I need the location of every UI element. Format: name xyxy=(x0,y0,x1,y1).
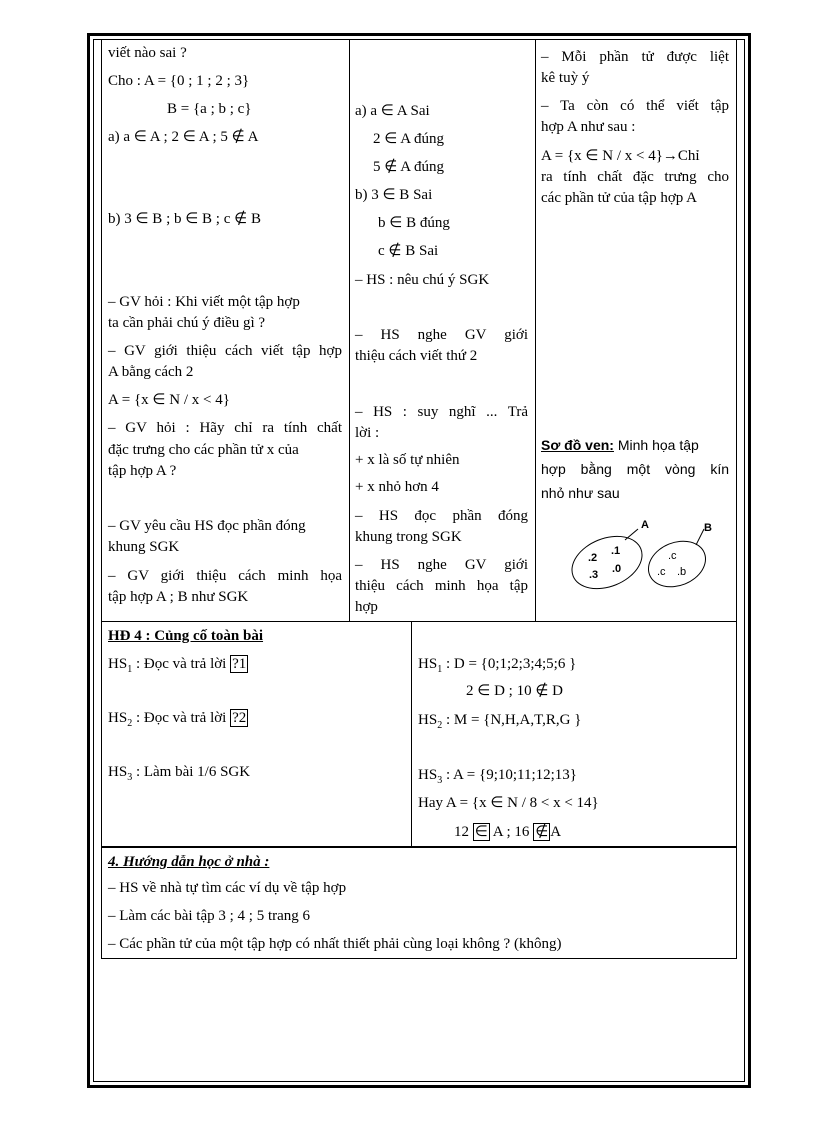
text-line: Cho : A = {0 ; 1 ; 2 ; 3} xyxy=(108,73,250,89)
text-line: A = {x ∈ N / x < 4} xyxy=(108,392,230,408)
set-a-label: A xyxy=(641,519,649,531)
text-line: thiệu cách minh họa tập xyxy=(355,578,528,594)
homework-line: – HS về nhà tự tìm các ví dụ về tập hợp xyxy=(108,880,347,896)
text-line: tập hợp A ? xyxy=(108,463,177,479)
text-line: đặc trưng cho các phần tử x của xyxy=(108,442,299,458)
text-fragment: : Làm bài 1/6 SGK xyxy=(132,764,251,780)
subscript: 1 xyxy=(437,664,443,675)
text-line: c ∉ B Sai xyxy=(378,243,439,259)
text-fragment: HS xyxy=(418,712,438,728)
set-a-element: .1 xyxy=(611,545,621,557)
text-line: – HS nghe GV giới xyxy=(355,557,528,573)
text-line: b) 3 ∈ B ; b ∈ B ; c ∉ B xyxy=(108,211,261,227)
text-line: b ∈ B đúng xyxy=(378,215,450,231)
text-line: – HS : nêu chú ý SGK xyxy=(355,272,490,288)
text-fragment: HS xyxy=(418,656,438,672)
text-fragment: HS xyxy=(418,767,438,783)
text-line: hợp A như sau : xyxy=(541,119,636,135)
set-b-element: .c xyxy=(657,566,666,578)
text-line: nhỏ như sau xyxy=(541,485,620,501)
text-line: hợp xyxy=(355,599,378,615)
hd4-right-row xyxy=(418,765,577,791)
text-line: – GV hỏi : Hãy chỉ ra tính chất xyxy=(108,420,342,436)
homework-line: – Các phần tử của một tập hợp có nhất thiết phải cùng loại không ? (không) xyxy=(108,936,562,952)
venn-heading-line xyxy=(541,435,699,455)
text-fragment: : A = {9;10;11;12;13} xyxy=(442,767,578,783)
text-line: – HS đọc phần đóng xyxy=(355,508,528,524)
text-line: a) a ∈ A Sai xyxy=(355,103,430,119)
question-box: ?2 xyxy=(232,710,247,726)
subscript: 3 xyxy=(127,772,133,783)
text-line: – Mỗi phần tử được liệt xyxy=(541,49,729,65)
text-line: – GV hỏi : Khi viết một tập hợp xyxy=(108,294,300,310)
element-of-box: ∈ xyxy=(474,824,488,840)
text-fragment: A ; 16 xyxy=(489,824,534,840)
column-divider-2 xyxy=(535,40,536,622)
subscript: 2 xyxy=(127,718,133,729)
homework-title: 4. Hướng dẫn học ở nhà : xyxy=(108,854,270,870)
column-divider-hd4 xyxy=(411,621,412,847)
homework-line: – Làm các bài tập 3 ; 4 ; 5 trang 6 xyxy=(108,908,311,924)
text-line: viết nào sai ? xyxy=(108,45,187,61)
hd4-right-row xyxy=(454,822,561,842)
set-b-element: .b xyxy=(677,566,687,578)
text-line: lời : xyxy=(355,425,380,441)
hd4-right-row xyxy=(418,654,576,680)
text-line: – HS : suy nghĩ ... Trả xyxy=(355,404,528,420)
text-fragment: A xyxy=(550,824,562,840)
text-line: + x nhỏ hơn 4 xyxy=(355,479,439,495)
question-box: ?1 xyxy=(232,656,247,672)
text-fragment: HS xyxy=(108,710,128,726)
text-fragment: : Đọc và trả lời xyxy=(132,656,231,672)
hd4-left-row xyxy=(108,762,250,788)
text-line: B = {a ; b ; c} xyxy=(167,101,252,117)
hd4-left-row xyxy=(108,654,248,680)
text-fragment: : D = {0;1;2;3;4;5;6 } xyxy=(442,656,577,672)
text-line: 2 ∈ A đúng xyxy=(373,131,444,147)
set-notation: A = {x ∈ N / x < 4} xyxy=(541,148,663,164)
text-fragment: Chỉ xyxy=(677,148,700,164)
subscript: 2 xyxy=(437,720,443,731)
text-line xyxy=(541,146,700,166)
column-divider-1 xyxy=(349,40,350,622)
not-element-of-box: ∉ xyxy=(535,824,549,840)
text-line: + x là số tự nhiên xyxy=(355,452,460,468)
text-line: – GV giới thiệu cách viết tập hợp xyxy=(108,343,342,359)
text-fragment: : M = {N,H,A,T,R,G } xyxy=(442,712,582,728)
set-a-element: .2 xyxy=(588,552,598,564)
subscript: 1 xyxy=(127,664,133,675)
text-line: b) 3 ∈ B Sai xyxy=(355,187,433,203)
hd4-right-row: 2 ∈ D ; 10 ∉ D xyxy=(466,683,563,699)
hd4-right-row xyxy=(418,710,581,736)
set-b-label: B xyxy=(704,522,712,534)
set-a-element: .3 xyxy=(589,569,599,581)
text-fragment: : Đọc và trả lời xyxy=(132,710,231,726)
text-line: a) a ∈ A ; 2 ∈ A ; 5 ∉ A xyxy=(108,129,259,145)
text-line: ra tính chất đặc trưng cho xyxy=(541,169,729,185)
venn-title: Sơ đồ ven: xyxy=(541,437,614,453)
subscript: 3 xyxy=(437,775,443,786)
text-line: – GV yêu cầu HS đọc phần đóng xyxy=(108,518,306,534)
text-line: thiệu cách viết thứ 2 xyxy=(355,348,478,364)
text-fragment: HS xyxy=(108,764,128,780)
text-line: khung SGK xyxy=(108,539,180,555)
set-a-element: .0 xyxy=(612,563,622,575)
text-line: tập hợp A ; B như SGK xyxy=(108,589,249,605)
text-line: A bằng cách 2 xyxy=(108,364,194,380)
text-line: khung trong SGK xyxy=(355,529,462,545)
text-line: kê tuỳ ý xyxy=(541,70,590,86)
text-line: – GV giới thiệu cách minh họa xyxy=(108,568,342,584)
text-fragment: 12 xyxy=(454,824,473,840)
text-line: các phần tử của tập hợp A xyxy=(541,190,698,206)
hd4-title: HĐ 4 : Củng cố toàn bài xyxy=(108,628,264,644)
text-fragment: HS xyxy=(108,656,128,672)
arrow-right-icon: → xyxy=(662,148,678,164)
hd4-right-row: Hay A = {x ∈ N / 8 < x < 14} xyxy=(418,795,599,811)
text-fragment: Minh họa tập xyxy=(613,437,699,453)
text-line: ta cần phải chú ý điều gì ? xyxy=(108,315,266,331)
text-line: – Ta còn có thể viết tập xyxy=(541,98,729,114)
text-line: 5 ∉ A đúng xyxy=(373,159,444,175)
text-line: hợp bằng một vòng kín xyxy=(541,461,729,477)
hd4-left-row xyxy=(108,708,248,734)
text-line: – HS nghe GV giới xyxy=(355,327,528,343)
set-b-element: .c xyxy=(668,550,677,562)
